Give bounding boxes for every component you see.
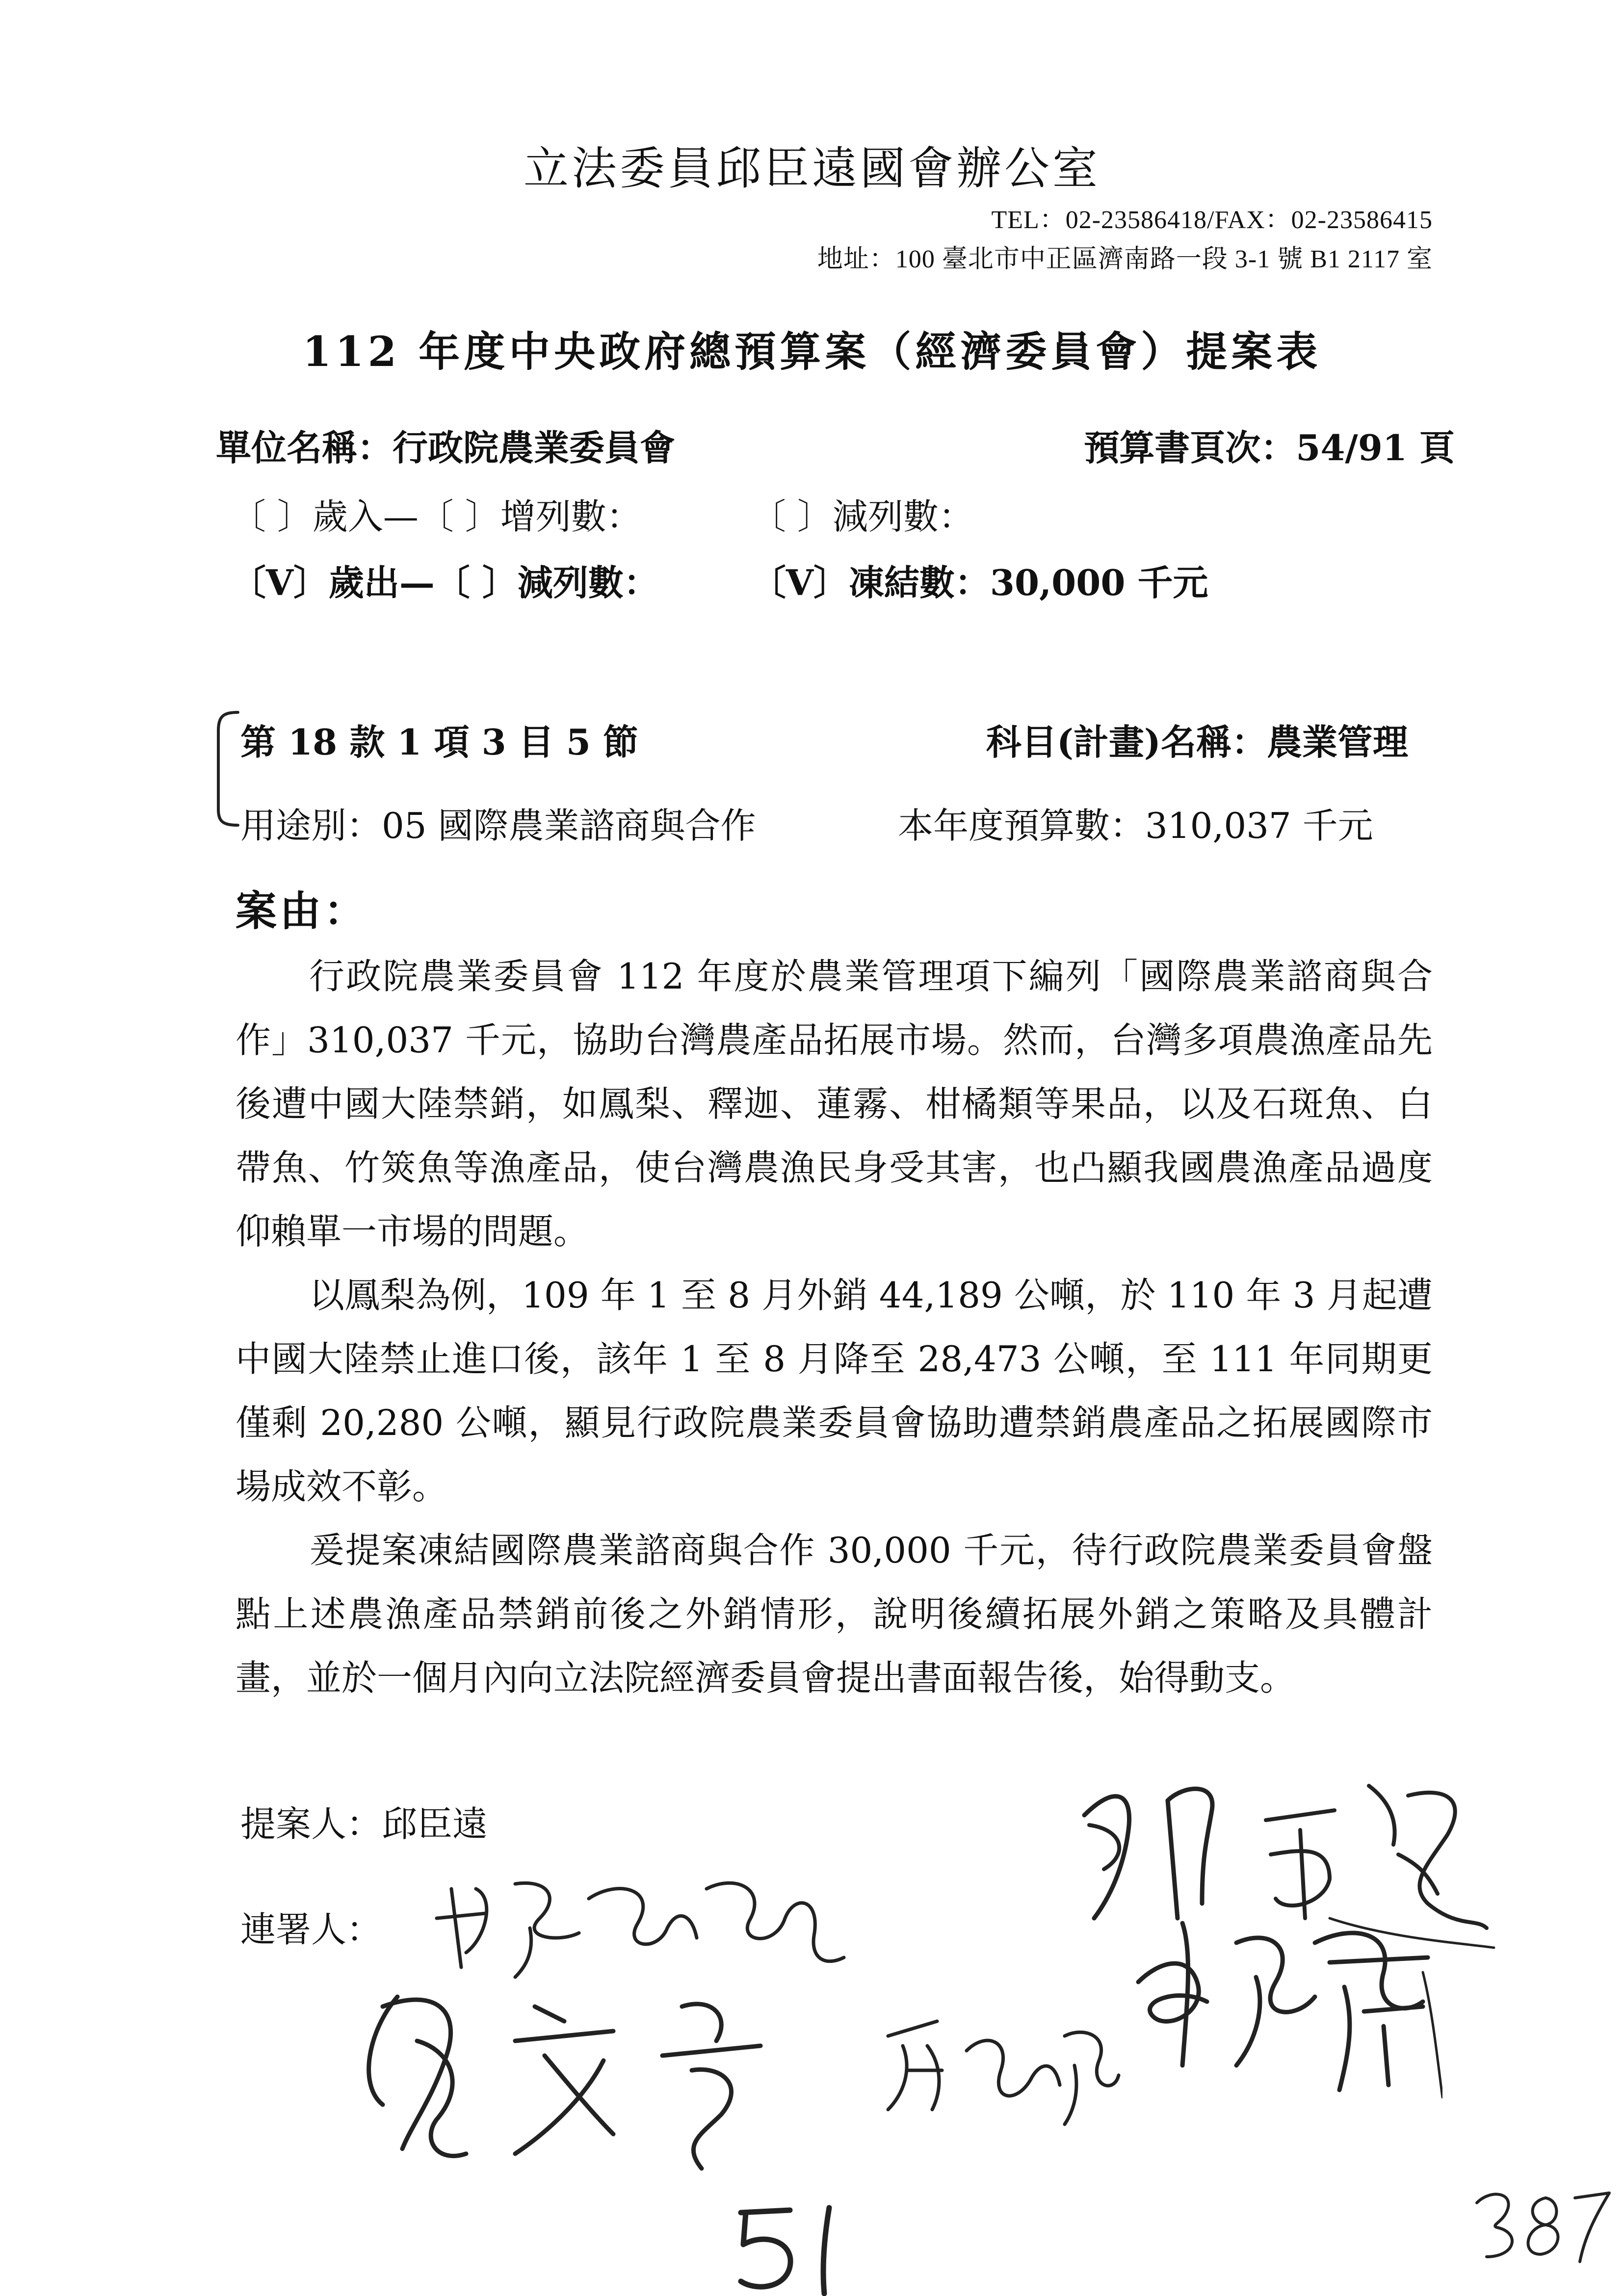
cosigner-signature xyxy=(432,1859,873,1987)
reason-body xyxy=(236,944,1433,1710)
option-expense-decrease: 〔V〕歲出—〔 〕減列數： xyxy=(231,562,659,603)
section-number: 第 18 款 1 項 3 目 5 節 xyxy=(240,721,639,763)
cosigner-signature xyxy=(1109,1904,1442,2100)
proposer-label: 提案人：邱臣遠 xyxy=(240,1803,488,1845)
option-freeze-amount: 〔V〕凍結數：30,000 千元 xyxy=(751,562,1208,603)
contact-phone: TEL：02-23586418/FAX：02-23586415 xyxy=(991,206,1433,234)
contact-address: 地址：100 臺北市中正區濟南路一段 3-1 號 B1 2117 室 xyxy=(817,245,1433,273)
proposer-signature xyxy=(1055,1756,1496,1953)
office-name: 立法委員邱臣遠國會辦公室 xyxy=(523,142,1100,195)
unit-name: 單位名稱：行政院農業委員會 xyxy=(216,427,676,469)
reason-paragraph: 爰提案凍結國際農業諮商與合作 30,000 千元，待行政院農業委員會盤點上述農漁產品禁銷前後之外銷情形，說明後續拓展外銷之策略及具體計畫，並於一個月內向立法院經濟委員會提出書面報告後，始得動支。 xyxy=(236,1530,1433,1698)
handwritten-page-number xyxy=(731,2198,859,2296)
reason-paragraph: 以鳳梨為例，109 年 1 至 8 月外銷 44,189 公噸，於 110 年 3 月起遭中國大陸禁止進口後，該年 1 至 8 月降至 28,473 公噸，至 111 年同期更僅剩 20,280 公噸，顯見行政院農業委員會協助遭禁銷農產品之拓展國際市場成效不彰。 xyxy=(236,1275,1433,1507)
annual-budget: 本年度預算數：310,037 千元 xyxy=(898,805,1373,846)
reason-heading: 案由： xyxy=(236,887,368,935)
cosigner-signature xyxy=(868,1992,1124,2129)
subject-name: 科目(計畫)名稱：農業管理 xyxy=(986,721,1408,763)
option-revenue-decrease: 〔 〕減列數： xyxy=(751,496,974,537)
cosigner-label: 連署人： xyxy=(240,1909,382,1950)
usage-category: 用途別：05 國際農業諮商與合作 xyxy=(240,805,756,846)
cosigner-signature xyxy=(339,1957,819,2188)
option-revenue-increase: 〔 〕歲入—〔 〕增列數： xyxy=(231,496,642,537)
reason-paragraph: 行政院農業委員會 112 年度於農業管理項下編列「國際農業諮商與合作」310,037 千元，協助台灣農產品拓展市場。然而，台灣多項農漁產品先後遭中國大陸禁銷，如鳳梨、釋迦、蓮霧、柑橘類等果品，以及石斑魚、白帶魚、竹筴魚等漁產品，使台灣農漁民身受其害，也凸顯我國農漁產品過度仰賴單一市場的問題。 xyxy=(236,956,1433,1252)
budget-page-ref: 預算書頁次：54/91 頁 xyxy=(1084,427,1455,469)
form-title: 112 年度中央政府總預算案（經濟委員會）提案表 xyxy=(302,327,1322,376)
handwritten-serial-number xyxy=(1467,2178,1614,2267)
